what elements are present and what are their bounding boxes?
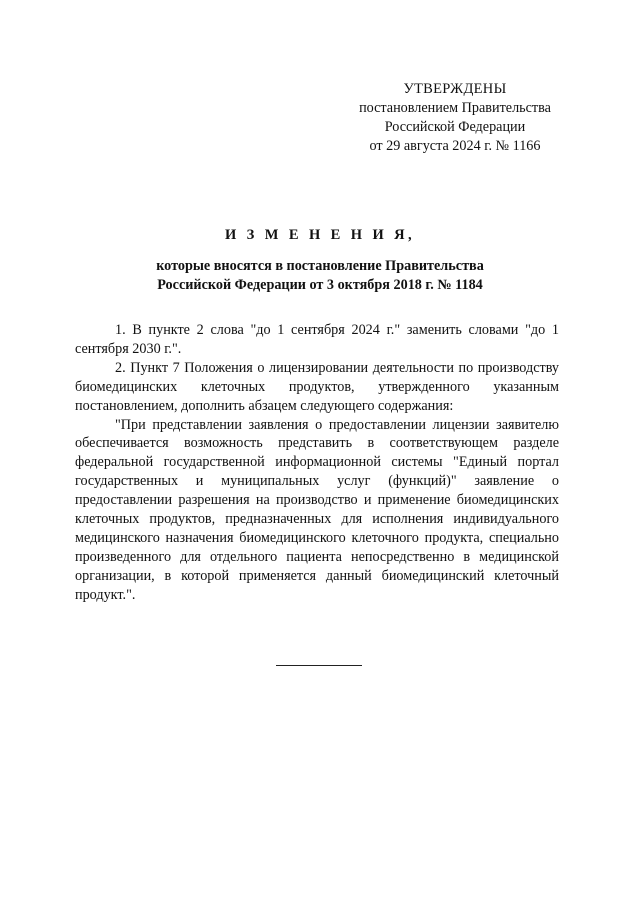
approval-stamp — [340, 80, 570, 156]
document-title — [40, 226, 600, 295]
end-divider — [276, 665, 362, 666]
approval-heading: УТВЕРЖДЕНЫ — [403, 81, 507, 97]
approval-line: постановлением Правительства — [359, 100, 551, 116]
title-subtitle-line: которые вносятся в постановление Правительства — [156, 258, 484, 274]
title-subtitle-line: Российской Федерации от 3 октября 2018 г. № 1184 — [157, 277, 483, 293]
paragraph-quoted-text: "При представлении заявления о предоставлении лицензии заявителю обеспечивается возможность представить в соответствующем разделе федеральной государственной информационной системы "Единый портал государственных и муниципальных услуг (функций)" заявление о предоставлении разрешения на производство и применение биомедицинских клеточных продуктов, предназначенных для исполнения индивидуального медицинского назначения биомедицинского клеточного продукта, специально произведенного для отдельного пациента непосредственно в медицинской организации, в которой применяется данный биомедицинский клеточный продукт.". — [75, 416, 559, 603]
document-body — [75, 321, 559, 605]
paragraph-item-2: 2. Пункт 7 Положения о лицензировании деятельности по производству биомедицинских клеточных продуктов, утвержденного указанным постановлением, дополнить абзацем следующего содержания: — [75, 359, 559, 414]
approval-date-number: от 29 августа 2024 г. № 1166 — [369, 138, 541, 154]
approval-line: Российской Федерации — [384, 119, 526, 135]
title-heading: И З М Е Н Е Н И Я, — [224, 227, 416, 243]
paragraph-item-1: 1. В пункте 2 слова "до 1 сентября 2024 г." заменить словами "до 1 сентября 2030 г.". — [75, 322, 559, 357]
